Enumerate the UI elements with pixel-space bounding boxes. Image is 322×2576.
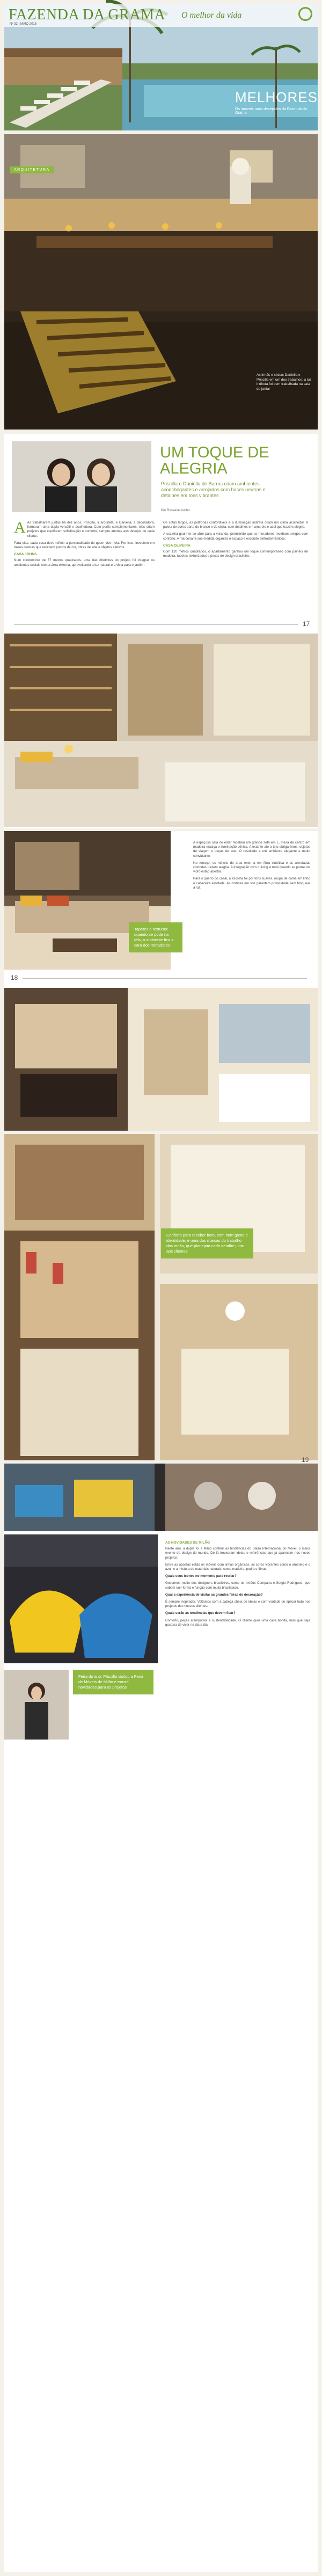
page-number-17: 17 [303,620,310,628]
milan-page [4,1456,318,2572]
subhead-casa-oliveira: CASA OLIVEIRA [163,543,191,548]
milan-question-3: Quais serão as tendências que devem ficar? [165,1611,236,1616]
photo-caption: As irmãs e sócias Daniella e Priscilla em um dos trabalhos: a luz indireta foi bem trabalhada na sala de jantar [257,373,312,391]
article-body-right-column [163,521,308,561]
page-number-19: 19 [302,1456,309,1464]
magazine-cover-page [4,4,318,130]
article-byline: Por Roseane Aubler [161,509,190,512]
cover-heading: MELHORES [235,89,318,105]
body-right-p3: Com 120 metros quadrados, o apartamento ganhou um toque contemporâneo com painéis de madeira, tapetes texturizados e peças de design brasileiro. [163,550,308,558]
article-opener-page [4,434,318,828]
article-spread-page [4,831,318,1131]
cover-subtitle: Os imóveis mais desejados da Fazenda da Grama [235,107,307,115]
tapetes-caption-box [129,922,182,952]
designers-portrait-photo [12,441,151,512]
living-room-shelves-photo [4,634,318,827]
feira-caption: Feira do ano: Priscilla visitou a Feira de Móveis de Milão e trouxe novidades para os projetos [78,1674,143,1690]
milan-answer-1: Gostamos muito dos designers brasileiros, como os irmãos Campana e Sergio Rodrigues, que sabem unir forma e função com muita brasilidade. [165,1581,310,1590]
conforto-caption-box [161,1228,253,1258]
issue-line: Nº 32 | MAIO 2015 [10,23,37,26]
page-number-18: 18 [11,974,18,981]
article-headline: UM TOQUE DE ALEGRIA [160,444,269,477]
showroom-bottom-photo [4,1743,318,2572]
balcony-lounge-photo [4,1134,318,1460]
subhead-milan: AS NOVIDADES DE MILÃO [165,1541,210,1545]
spread-body-column [193,841,310,893]
milan-answer-3: Conforto, peças atemporais e sustentabilidade. O cliente quer uma casa bonita, mas que seja gostosa de viver no dia a dia. [165,1618,310,1627]
priscilla-milan-photo [4,1670,69,1740]
masthead-title: FAZENDA DA GRAMA [9,6,166,23]
photo-spread-page [4,1134,318,1460]
milan-article-column [165,1539,310,1630]
body-left-p1: As trabalharem juntas há dez anos, Priscilla, a arquiteta, e Daniella, a decoradora, formaram uma dupla versátil e acolhedora. Com perfis complementares, elas criam projetos que equilibram sofisticação e conforto, sempre atentas aos desejos de cada cliente. [27,521,155,538]
chair-display-photo [4,1464,318,1531]
body-right-p2: A cozinha gourmet se abre para a varanda, permitindo que os moradores recebam amigos com conforto. A marcenaria sob medida organiza o espaço e esconde eletrodomésticos. [163,532,308,541]
milan-question-1: Quais seus ícones no momento para recriar? [165,1574,237,1578]
spread-body-p1: A espaçosa sala de estar recebeu um grande sofá em L, mesa de centro em madeira maciça e iluminação cênica. A estante até o teto abriga livros, objetos de viagem e peças de arte. O resultado é um ambiente elegante e muito convidativo. [193,841,310,858]
drop-cap: A [14,519,26,536]
feira-caption-box [73,1670,153,1694]
body-right-p1: Os sofás largos, as poltronas confortáveis e a iluminação indireta criam um clima acolhedor. A paleta de cores parte do branco e do cinza, com detalhes em amarelo e azul que trazem alegria. [163,521,308,529]
spread-body-p2: No terraço, os móveis de área externa em fibra sintética e as almofadas coloridas trazem alegria. A integração com o living é total quando as portas de vidro estão abertas. [193,861,310,874]
body-left-p2: Para elas, cada casa deve refletir a personalidade de quem vive nela. Por isso, investem em bases neutras que recebem pontos de cor, obras de arte e objetos afetivos. [14,541,155,550]
article-body-left-column [14,521,155,570]
milan-answer-2: É sempre inspirador. Voltamos com a cabeça cheia de ideias e com vontade de aplicar tudo nos projetos dos nossos clientes. [165,1600,310,1609]
section-label: ARQUITETURA [10,166,54,173]
architecture-opener-page [4,134,318,430]
conforto-caption: Conforto para receber bem, com bom gosto e identidade, é uma das marcas do trabalho das irmãs, que planejam cada detalhe junto aos clientes [166,1233,248,1254]
masthead-tagline: O melhor da vida [181,11,242,20]
article-standfirst: Priscilla e Daniella de Barros criam ambientes aconchegantes e arrojados com bases neutras e detalhes em tons vibrantes [161,481,266,498]
spread-body-p3: Para o quarto do casal, a escolha foi por tons suaves, roupa de cama em linho e cabeceira estofada. As cortinas em voil garantem privacidade sem bloquear a luz. [193,877,310,890]
footer-divider-18 [23,978,307,979]
body-left-p3: Num condomínio de 37 metros quadrados, uma das diretrizes do projeto foi integrar os ambientes sociais com a área externa, aproveitando a luz natural e a vista para o jardim. [14,558,155,567]
subhead-casa-johns: CASA JOHNS [14,552,37,557]
tapetes-caption: Tapetes e texturas: quando se pode na tela, o ambiente fica a cara dos moradores [134,927,174,948]
milan-question-2: Qual a experiência de visitar as grandes feiras de decoração? [165,1592,263,1597]
milan-body-p1: Neste ano, a dupla foi a Milão conferir as tendências do Salão Internacional do Móvel, o maior evento de design do mundo. De lá trouxeram ideias e referências que já aparecem nos novos projetos. [165,1547,310,1560]
yellow-blue-chairs-photo [4,1534,158,1663]
kitchen-dining-photo [4,988,318,1131]
grass-leaf-logo [298,7,312,21]
footer-divider [14,624,298,625]
milan-body-p2: Entre as apostas estão os móveis com linhas orgânicas, as cores vibrantes como o amarelo e o azul, e a mistura de materiais naturais, como madeira, pedra e fibras. [165,1562,310,1571]
